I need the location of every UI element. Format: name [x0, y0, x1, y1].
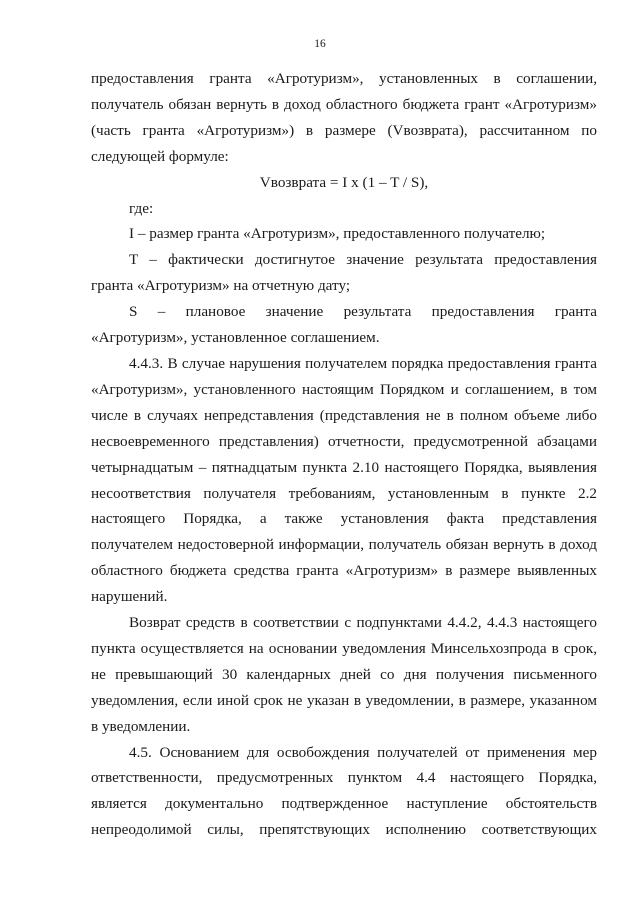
formula-where-label: где:	[129, 199, 154, 217]
paragraph-refund-formula-intro: предоставления гранта «Агротуризм», установленных в соглашении, получатель обязан вернуть в доход областного бюджета грант «Агротуризм» (часть гранта «Агротуризм») в размере (Vвозврата), рассчитанном по следующей формуле:	[91, 70, 597, 165]
definition-s: S – плановое значение результата предоставления гранта «Агротуризм», установленное соглашением.	[91, 303, 597, 347]
definition-i: I – размер гранта «Агротуризм», предоставленного получателю;	[129, 225, 546, 243]
document-body	[91, 66, 597, 843]
paragraph-4-5: 4.5. Основанием для освобождения получателей от применения мер ответственности, предусмотренных пунктом 4.4 настоящего Порядка, является документально подтвержденное наступление обстоятельств непреодолимой силы, препятствующих исполнению соответствующих	[91, 743, 597, 839]
paragraph-refund-procedure: Возврат средств в соответствии с подпунктами 4.4.2, 4.4.3 настоящего пункта осуществляется на основании уведомления Минсельхозпрода в срок, не превышающий 30 календарных дней со дня получения письменного уведомления, если иной срок не указан в уведомлении, в размере, указанном в уведомлении.	[91, 614, 597, 735]
page-number: 16	[314, 38, 326, 50]
paragraph-4-4-3: 4.4.3. В случае нарушения получателем порядка предоставления гранта «Агротуризм», установленного настоящим Порядком и соглашением, в том числе в случаях непредставления (представления не в полном объеме либо несвоевременного представления) отчетности, предусмотренной абзацами четырнадцатым – пятнадцатым пункта 2.10 настоящего Порядка, выявления несоответствия получателя требованиям, установленным в пункте 2.2 настоящего Порядка, а также установления факта представления получателем недостоверной информации, получатель обязан вернуть в доход областного бюджета средства гранта «Агротуризм» в размере выявленных нарушений.	[91, 354, 597, 606]
definition-t: T – фактически достигнутое значение результата предоставления гранта «Агротуризм» на отчетную дату;	[91, 251, 597, 295]
refund-formula: Vвозврата = I x (1 – T / S),	[259, 173, 429, 191]
